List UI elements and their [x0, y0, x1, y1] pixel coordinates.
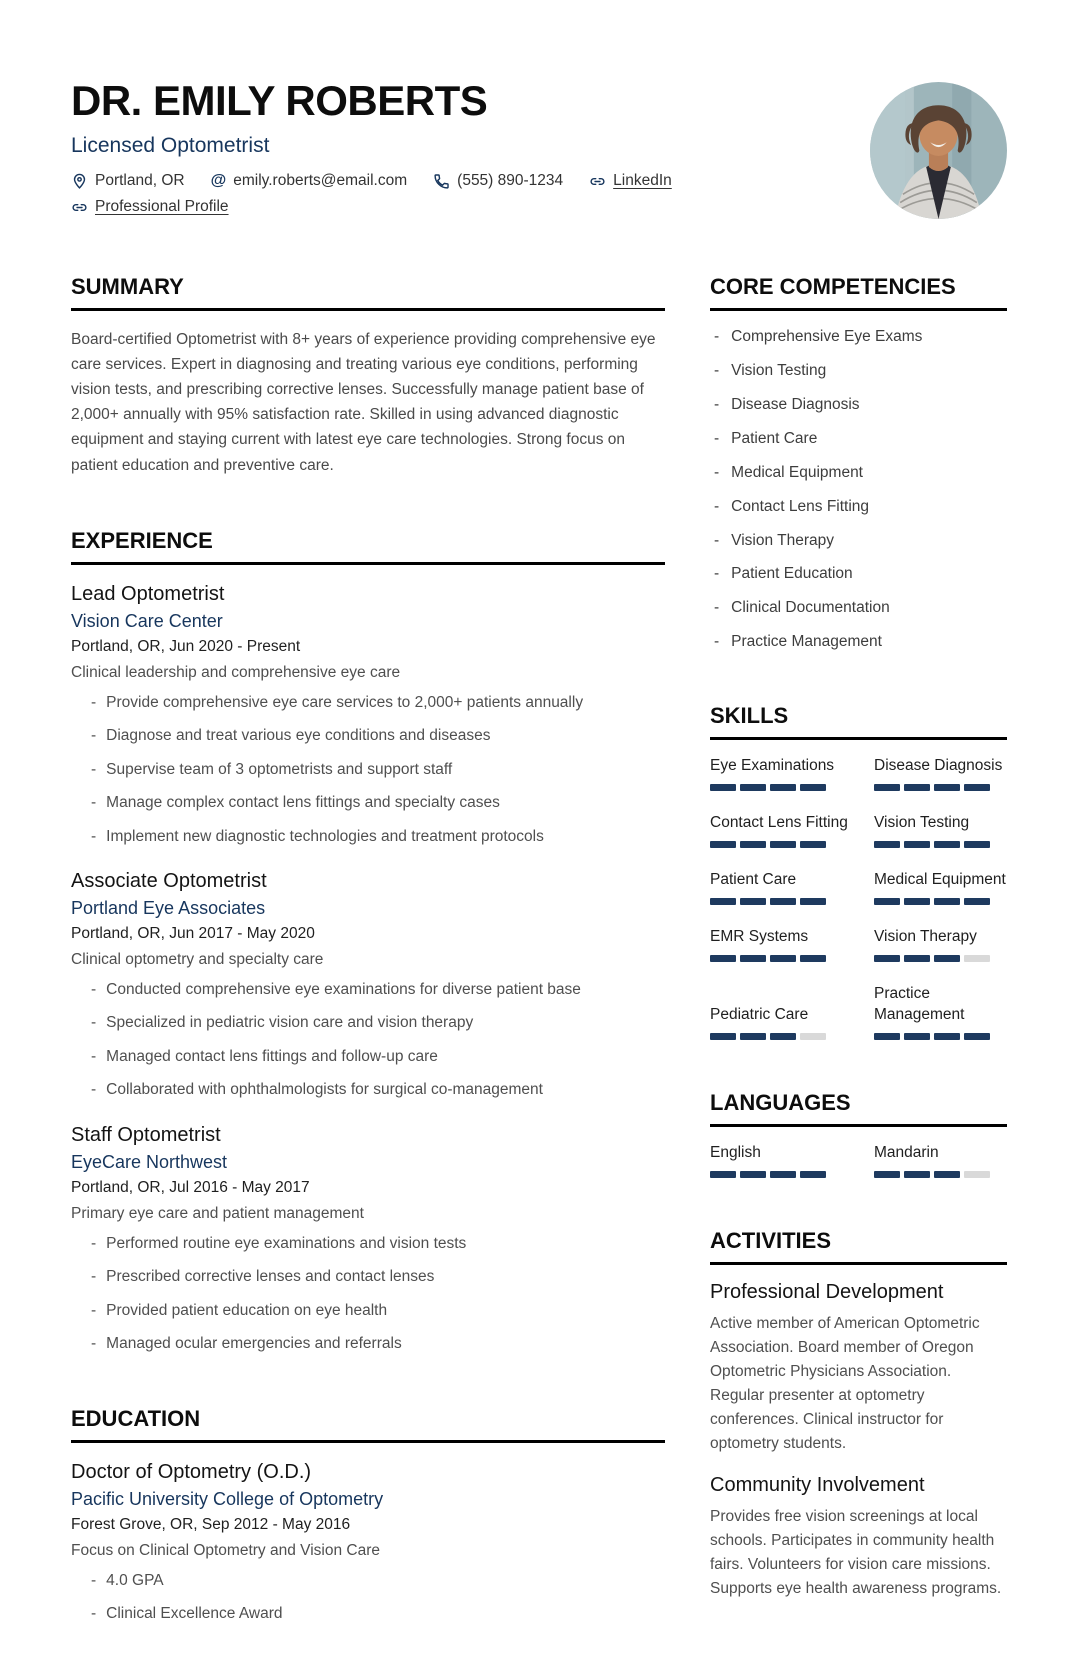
- skill-item: [874, 756, 1007, 791]
- activity-subsection: [710, 1281, 1007, 1456]
- location-pin-icon: [71, 173, 88, 190]
- job-title: Lead Optometrist: [71, 582, 225, 605]
- bullet-item: - Implement new diagnostic technologies and treatment protocols: [71, 826, 665, 848]
- skill-level-bar: [710, 1033, 874, 1040]
- section-activities: [710, 1228, 1007, 1601]
- competency-item: - Patient Care: [710, 429, 1007, 450]
- experience-entry: [71, 583, 665, 848]
- resume-header: [71, 78, 1007, 228]
- competency-item: - Contact Lens Fitting: [710, 497, 1007, 518]
- job-description: Clinical optometry and specialty care: [71, 951, 324, 968]
- skill-label: Vision Therapy: [874, 927, 977, 945]
- section-education: [71, 1406, 665, 1626]
- skill-label: Vision Testing: [874, 814, 970, 832]
- school-name: Pacific University College of Optometry: [71, 1488, 384, 1509]
- section-experience: [71, 528, 665, 1356]
- summary-text: Board-certified Optometrist with 8+ years of experience providing comprehensive eye care services. Expert in diagnosing and treating various eye conditions, performing vision tests, and prescribing corrective lenses. Successfully manage patient base of 2,000+ annually with 95% satisfaction rate. Skilled in using advanced diagnostic equipment and staying current with latest eye care technologies. Strong focus on patient education and preventive care.: [71, 331, 656, 474]
- skill-item: [874, 870, 1007, 905]
- contact-profile: [71, 198, 229, 216]
- activity-text: Active member of American Optometric Association. Board member of Oregon Optometric Physicians Association. Regular presenter at optometry conferences. Clinical instructor for optometry students.: [710, 1314, 980, 1452]
- language-level-bar: [874, 1171, 1007, 1178]
- activity-subsection: [710, 1474, 1007, 1601]
- bullet-item: - Diagnose and treat various eye conditions and diseases: [71, 725, 665, 747]
- experience-entry: [71, 1124, 665, 1356]
- competency-item: - Disease Diagnosis: [710, 395, 1007, 416]
- bullet-item: - Prescribed corrective lenses and contact lenses: [71, 1266, 665, 1288]
- competency-item: - Clinical Documentation: [710, 598, 1007, 619]
- resume-body: [71, 274, 1007, 1676]
- job-meta: Portland, OR, Jul 2016 - May 2017: [71, 1178, 310, 1196]
- skill-label: Pediatric Care: [710, 1005, 809, 1023]
- contact-phone: [433, 172, 563, 190]
- job-meta: Portland, OR, Jun 2020 - Present: [71, 637, 301, 655]
- contact-email: [211, 172, 408, 190]
- competency-item: - Vision Testing: [710, 361, 1007, 382]
- skill-level-bar: [874, 784, 1007, 791]
- person-job-title: Licensed Optometrist: [71, 134, 270, 158]
- left-column: [71, 274, 665, 1676]
- core-competencies-list: [710, 327, 1007, 653]
- job-title: Associate Optometrist: [71, 870, 267, 892]
- section-skills: [710, 703, 1007, 1040]
- bullet-item: - Conducted comprehensive eye examinations for diverse patient base: [71, 979, 665, 1001]
- contact-row-2: [71, 198, 1007, 216]
- skills-heading: SKILLS: [710, 703, 1007, 740]
- email-at-icon: @: [210, 172, 227, 190]
- bullet-item: - Managed ocular emergencies and referrals: [71, 1333, 665, 1355]
- skill-level-bar: [874, 955, 1007, 962]
- company-name: Portland Eye Associates: [71, 898, 266, 918]
- experience-heading: EXPERIENCE: [71, 528, 665, 565]
- link-icon: [71, 199, 88, 216]
- degree-title: Doctor of Optometry (O.D.): [71, 1460, 312, 1483]
- right-column: [710, 274, 1007, 1676]
- skill-label: Eye Examinations: [710, 757, 835, 775]
- summary-heading: SUMMARY: [71, 274, 665, 311]
- bullet-item: - 4.0 GPA: [71, 1570, 665, 1592]
- contact-row-1: [71, 172, 1007, 190]
- skill-level-bar: [710, 784, 874, 791]
- skill-level-bar: [874, 898, 1007, 905]
- skill-item: [710, 1005, 874, 1040]
- competency-item: - Vision Therapy: [710, 531, 1007, 552]
- education-bullets: [71, 1570, 665, 1626]
- job-description: Clinical leadership and comprehensive eye care: [71, 663, 401, 681]
- bullet-item: - Managed contact lens fittings and follow-up care: [71, 1046, 665, 1068]
- contact-location: [71, 172, 185, 190]
- link-icon: [589, 173, 606, 190]
- bullet-item: - Specialized in pediatric vision care and vision therapy: [71, 1012, 665, 1034]
- skills-grid: [710, 756, 1007, 1040]
- skill-level-bar: [710, 841, 874, 848]
- skill-label: Medical Equipment: [874, 871, 1006, 889]
- job-meta: Portland, OR, Jun 2017 - May 2020: [71, 925, 315, 942]
- bullet-item: - Provide comprehensive eye care services to 2,000+ patients annually: [71, 692, 665, 714]
- job-bullets: [71, 979, 665, 1102]
- competency-item: - Patient Education: [710, 564, 1007, 585]
- linkedin-link[interactable]: LinkedIn: [613, 172, 672, 190]
- phone-icon: [433, 173, 450, 190]
- skill-item: [710, 927, 874, 962]
- company-name: EyeCare Northwest: [71, 1151, 228, 1172]
- education-heading: EDUCATION: [71, 1406, 665, 1443]
- skill-item: [874, 927, 1007, 962]
- job-bullets: [71, 1233, 665, 1356]
- section-summary: [71, 274, 665, 478]
- language-item: [710, 1143, 874, 1178]
- skill-item: [710, 813, 874, 848]
- language-item: [874, 1143, 1007, 1178]
- job-bullets: [71, 692, 665, 848]
- bullet-item: - Provided patient education on eye health: [71, 1300, 665, 1322]
- skill-label: Contact Lens Fitting: [710, 814, 848, 832]
- contact-linkedin: [589, 172, 672, 190]
- email-text: emily.roberts@email.com: [233, 172, 408, 190]
- skill-item: [710, 870, 874, 905]
- language-level-bar: [710, 1171, 874, 1178]
- competency-item: - Medical Equipment: [710, 463, 1007, 484]
- contact-info: [71, 172, 1007, 216]
- bullet-item: - Performed routine eye examinations and vision tests: [71, 1233, 665, 1255]
- job-title: Staff Optometrist: [71, 1123, 221, 1146]
- bullet-item: - Manage complex contact lens fittings and specialty cases: [71, 792, 665, 814]
- language-label: English: [710, 1143, 761, 1161]
- profile-photo-image: [870, 82, 1007, 219]
- skill-level-bar: [710, 955, 874, 962]
- bullet-item: - Clinical Excellence Award: [71, 1603, 665, 1625]
- experience-entry: [71, 870, 665, 1102]
- languages-heading: LANGUAGES: [710, 1090, 1007, 1127]
- core-competencies-heading: CORE COMPETENCIES: [710, 274, 1007, 311]
- skill-item: [874, 813, 1007, 848]
- language-label: Mandarin: [874, 1143, 939, 1161]
- education-meta: Forest Grove, OR, Sep 2012 - May 2016: [71, 1515, 351, 1533]
- location-text: Portland, OR: [95, 172, 185, 190]
- bullet-item: - Collaborated with ophthalmologists for surgical co-management: [71, 1079, 665, 1101]
- professional-profile-link[interactable]: Professional Profile: [95, 198, 229, 216]
- job-description: Primary eye care and patient management: [71, 1204, 364, 1222]
- competency-item: - Practice Management: [710, 632, 1007, 653]
- activities-heading: ACTIVITIES: [710, 1228, 1007, 1265]
- skill-level-bar: [874, 1033, 1007, 1040]
- activity-title: Professional Development: [710, 1280, 944, 1303]
- education-description: Focus on Clinical Optometry and Vision Care: [71, 1541, 380, 1559]
- skill-level-bar: [710, 898, 874, 905]
- profile-photo: [870, 82, 1007, 219]
- skill-level-bar: [874, 841, 1007, 848]
- skill-label: Disease Diagnosis: [874, 757, 1003, 775]
- skill-label: Patient Care: [710, 871, 797, 889]
- education-entry: [71, 1461, 665, 1626]
- languages-grid: [710, 1143, 1007, 1178]
- skill-item: [874, 984, 1007, 1040]
- company-name: Vision Care Center: [71, 610, 223, 631]
- section-core-competencies: [710, 274, 1007, 653]
- bullet-item: - Supervise team of 3 optometrists and support staff: [71, 759, 665, 781]
- phone-text: (555) 890-1234: [457, 172, 564, 190]
- skill-label: Practice Management: [874, 984, 965, 1023]
- activity-title: Community Involvement: [710, 1473, 925, 1496]
- section-languages: [710, 1090, 1007, 1178]
- skill-item: [710, 756, 874, 791]
- person-name: DR. EMILY ROBERTS: [71, 77, 488, 124]
- skill-label: EMR Systems: [710, 927, 809, 945]
- competency-item: - Comprehensive Eye Exams: [710, 327, 1007, 348]
- activity-text: Provides free vision screenings at local schools. Participates in community health fairs. Volunteers for vision care missions. Supports eye health awareness programs.: [710, 1507, 1002, 1597]
